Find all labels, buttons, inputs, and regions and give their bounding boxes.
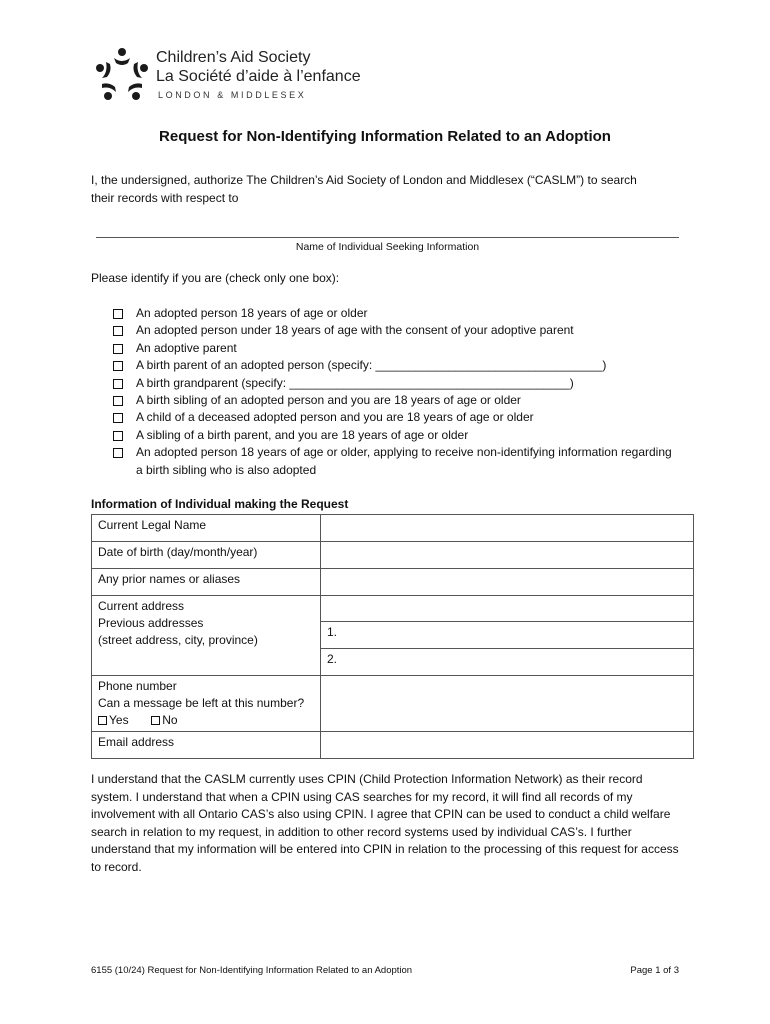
- relationship-options: [113, 305, 673, 479]
- checkbox[interactable]: [113, 326, 123, 336]
- option-label: A birth sibling of an adopted person and you are 18 years of age or older: [136, 393, 521, 408]
- option-item: [113, 427, 673, 444]
- option-item: [113, 375, 673, 392]
- no-checkbox[interactable]: [151, 716, 160, 725]
- org-name-fr: La Société d’aide à l’enfance: [156, 68, 361, 85]
- option-label: An adopted person 18 years of age or older: [136, 306, 368, 320]
- address-1-label: 1.: [327, 625, 338, 639]
- option-label: A birth grandparent (specify: __________________________________________): [136, 375, 574, 390]
- current-address-field[interactable]: [321, 596, 694, 622]
- message-question-label: Can a message be left at this number?: [98, 696, 305, 710]
- option-label: A sibling of a birth parent, and you are 18 years of age or older: [136, 427, 469, 442]
- checkbox[interactable]: [113, 431, 123, 441]
- option-item: [113, 357, 673, 374]
- previous-addresses-label: Previous addresses: [98, 616, 204, 630]
- people-circle-icon: [92, 46, 152, 106]
- checkbox[interactable]: [113, 396, 123, 406]
- option-label: A child of a deceased adopted person and you are 18 years of age or older: [136, 410, 534, 425]
- prior-names-field[interactable]: [321, 569, 694, 596]
- date-of-birth-field[interactable]: [321, 542, 694, 569]
- option-item: [113, 322, 673, 339]
- footer-form-id: 6155 (10/24) Request for Non-Identifying Information Related to an Adoption: [91, 965, 413, 976]
- current-address-label: Current address: [98, 599, 185, 613]
- checkbox[interactable]: [113, 379, 123, 389]
- checkbox[interactable]: [113, 309, 123, 319]
- org-region: LONDON & MIDDLESEX: [158, 90, 307, 100]
- prior-names-label: Any prior names or aliases: [92, 569, 321, 596]
- requester-info-table: [91, 514, 694, 759]
- phone-label-cell: [92, 676, 321, 732]
- email-label: Email address: [92, 732, 321, 759]
- page-title: Request for Non-Identifying Information Related to an Adoption: [159, 128, 611, 145]
- footer-page-number: Page 1 of 3: [630, 965, 679, 976]
- option-item: [113, 340, 673, 357]
- identify-prompt: Please identify if you are (check only one box):: [91, 271, 340, 285]
- yes-label: Yes: [109, 713, 129, 727]
- message-options: [98, 712, 314, 729]
- name-signature-label: Name of Individual Seeking Information: [295, 241, 480, 253]
- option-label: An adoptive parent: [136, 340, 237, 355]
- current-legal-name-label: Current Legal Name: [92, 515, 321, 542]
- option-label: An adopted person under 18 years of age with the consent of your adoptive parent: [136, 323, 574, 338]
- yes-checkbox[interactable]: [98, 716, 107, 725]
- previous-address-2-field[interactable]: [321, 649, 694, 676]
- name-signature-line[interactable]: [96, 237, 679, 238]
- checkbox[interactable]: [113, 448, 123, 458]
- org-name-en: Children’s Aid Society: [156, 49, 311, 66]
- date-of-birth-label: Date of birth (day/month/year): [92, 542, 321, 569]
- checkbox[interactable]: [113, 413, 123, 423]
- address-2-label: 2.: [327, 652, 338, 666]
- option-item: [113, 409, 673, 426]
- option-label: A birth parent of an adopted person (specify: __________________________________): [136, 358, 607, 373]
- phone-number-field[interactable]: [321, 676, 694, 732]
- option-item: [113, 444, 673, 479]
- checkbox[interactable]: [113, 361, 123, 371]
- org-logo: [92, 46, 392, 110]
- previous-address-1-field[interactable]: [321, 622, 694, 649]
- option-item: [113, 392, 673, 409]
- checkbox[interactable]: [113, 344, 123, 354]
- email-field[interactable]: [321, 732, 694, 759]
- current-legal-name-field[interactable]: [321, 515, 694, 542]
- option-label: An adopted person 18 years of age or older, applying to receive non-identifying information regarding a birth sibling who is also adopted: [136, 445, 672, 477]
- address-label-cell: [92, 596, 321, 676]
- no-label: No: [162, 713, 178, 727]
- option-item: [113, 305, 673, 322]
- intro-text: I, the undersigned, authorize The Children’s Aid Society of London and Middlesex (“CASLM”) to search their records with respect to: [91, 173, 637, 205]
- info-section-heading: Information of Individual making the Request: [91, 497, 349, 511]
- phone-number-label: Phone number: [98, 679, 177, 693]
- cpin-consent-text: I understand that the CASLM currently uses CPIN (Child Protection Information Network) as their record system. I understand that when a CPIN using CAS searches for my record, it will find all records of my involvement with all Ontario CAS’s also using CPIN. I agree that CPIN can be used to conduct a child welfare search in relation to my request, in addition to other record systems used by individual CAS’s. I further understand that my information will be entered into CPIN in relation to the processing of this request for access to record.: [91, 772, 679, 874]
- previous-addresses-hint: (street address, city, province): [98, 633, 258, 647]
